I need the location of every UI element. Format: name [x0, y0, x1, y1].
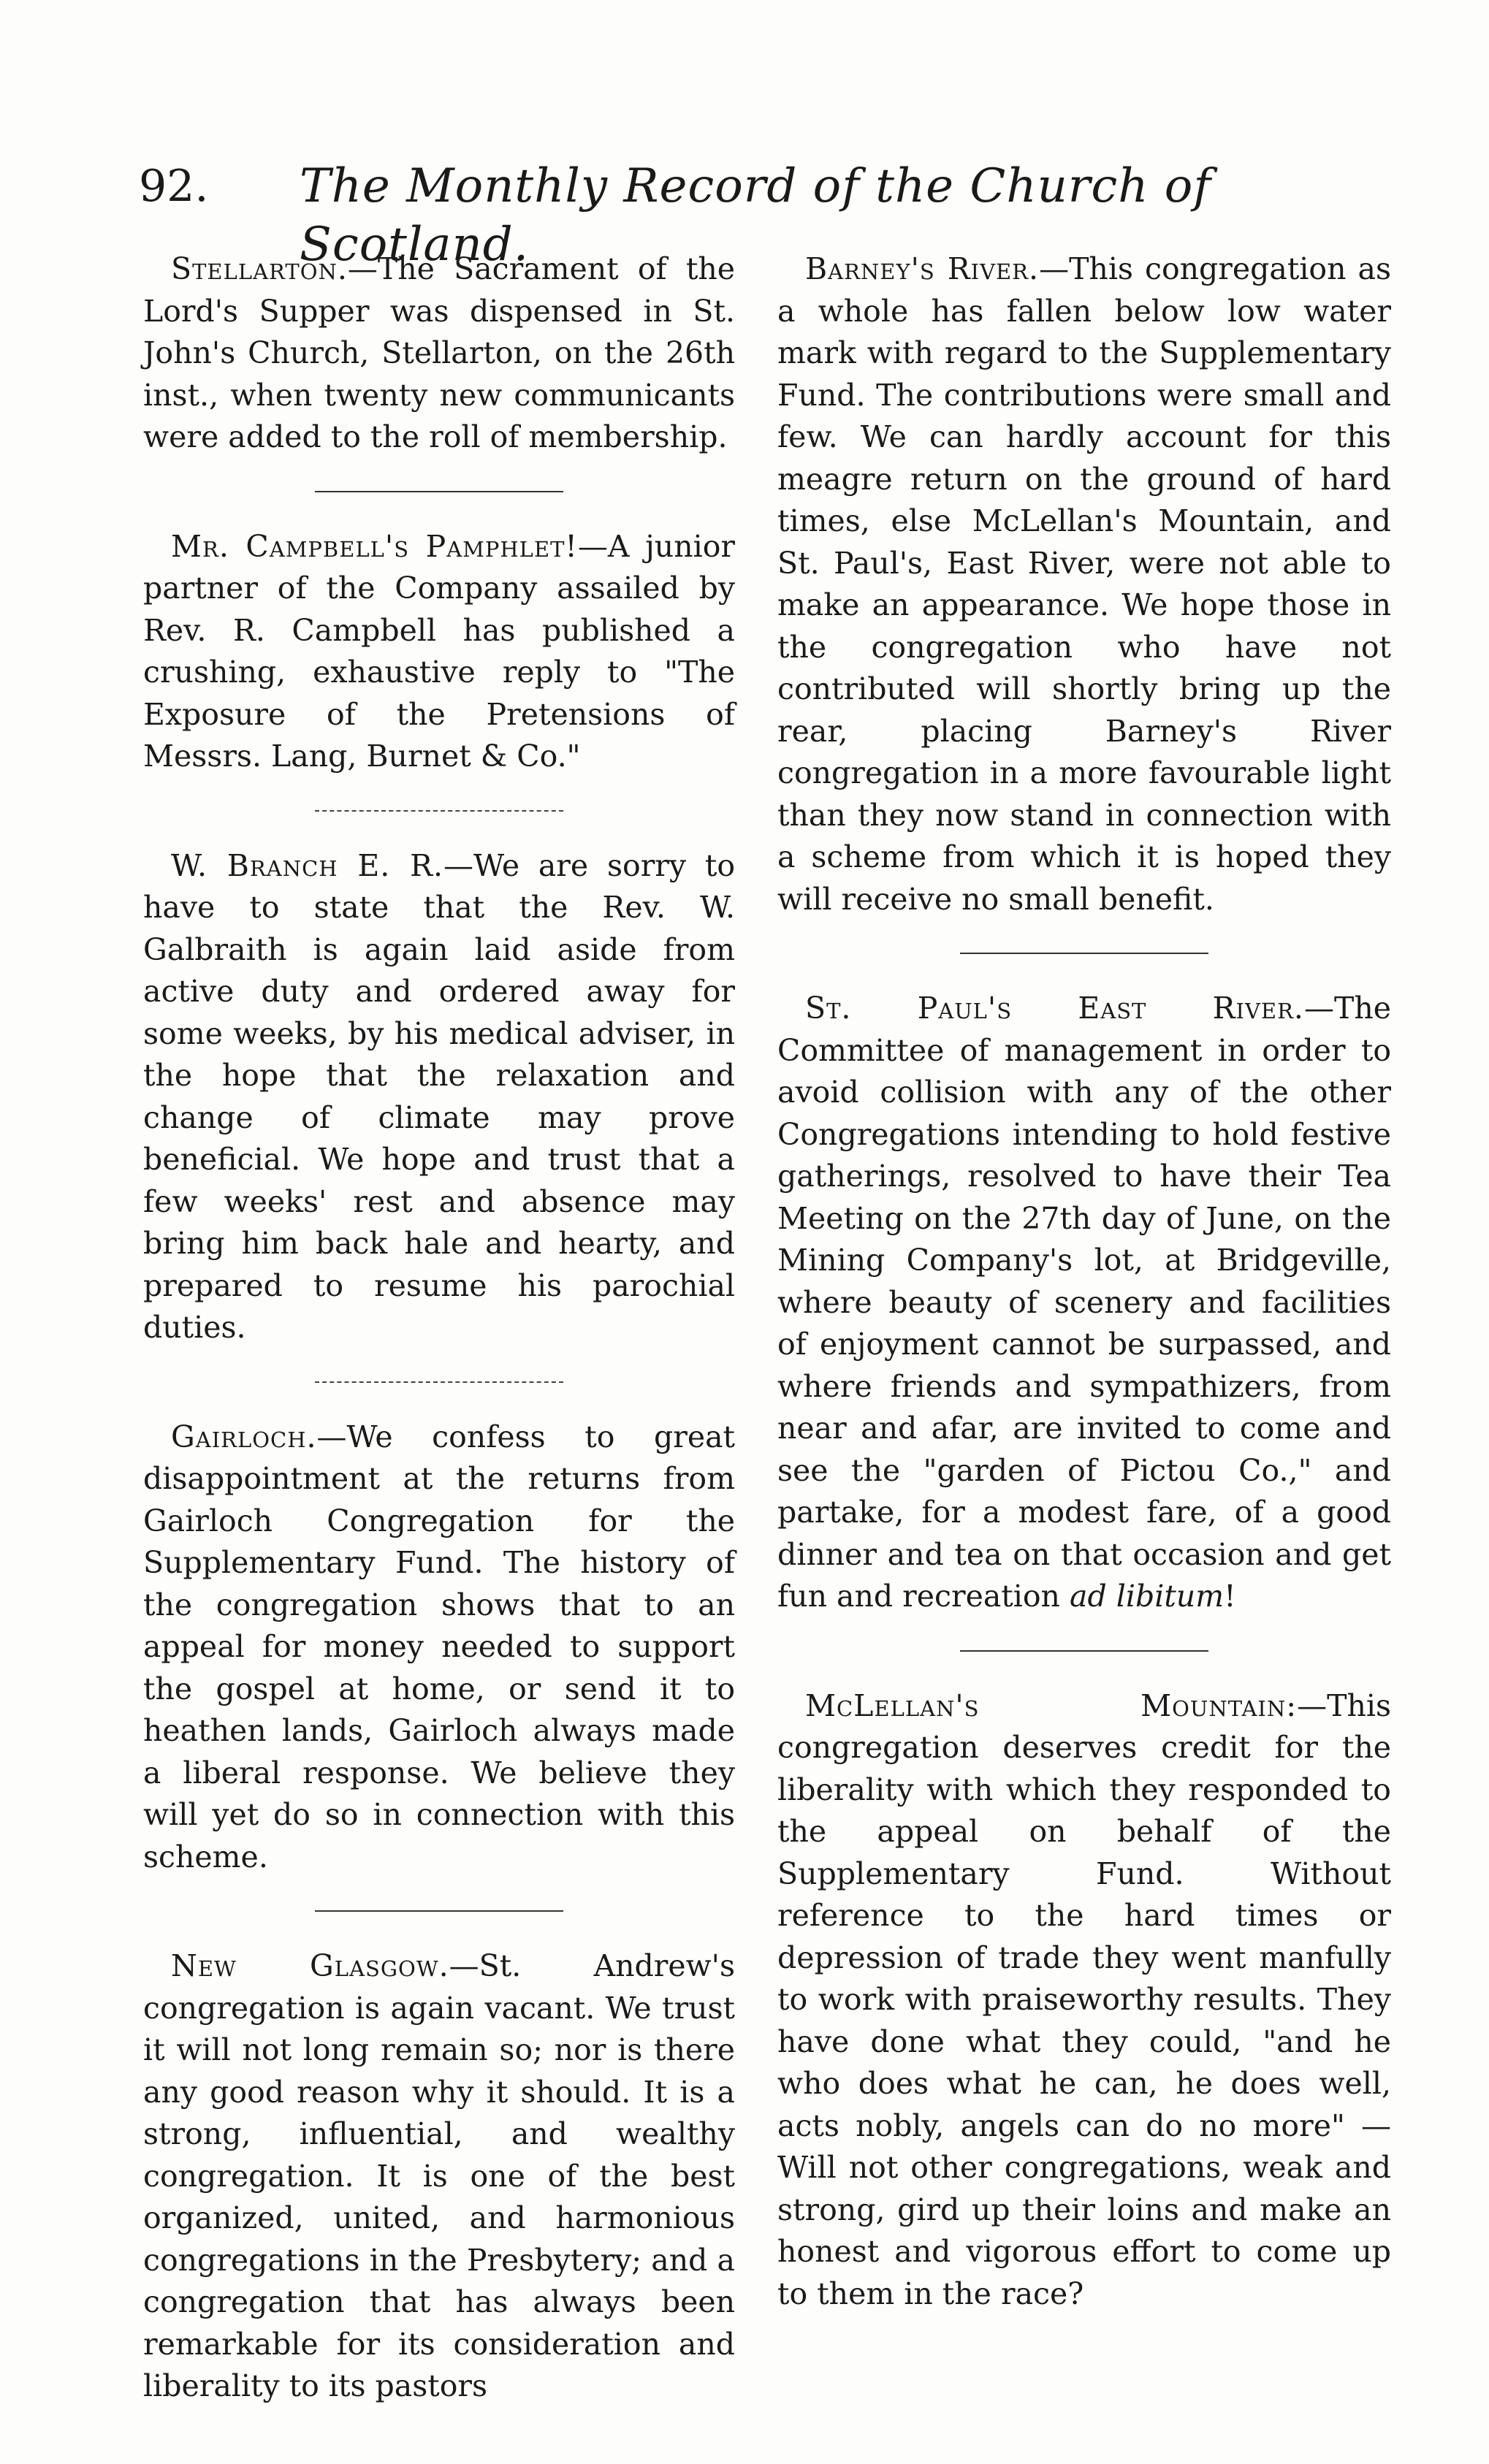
item-heading: Mr. Campbell's Pamphlet!: [171, 528, 578, 564]
news-item-barneys-river: [777, 248, 1391, 920]
item-italic-phrase: ad libitum: [1070, 1579, 1225, 1614]
item-text: —St. Andrew's congregation is again vacant. We trust it will not long remain so; nor is there any good reason why it should. It is a strong, influential, and wealthy congregation. It is one of the best organized, united, and harmonious congregations in the Presbytery; and a congregation that has always been remarkable for its consideration and liberality to its pastors: [143, 1948, 735, 2403]
section-divider: [315, 810, 563, 812]
news-item-mclellans-mountain: [777, 1685, 1391, 2316]
item-paragraph: [143, 845, 735, 1349]
item-paragraph: [143, 1416, 735, 1879]
section-divider: [960, 1650, 1208, 1652]
section-divider: [315, 1381, 563, 1383]
section-divider: [315, 1910, 563, 1912]
right-column: [777, 248, 1391, 2315]
item-heading: Barney's River.: [805, 251, 1040, 286]
item-text: —The Sacrament of the Lord's Supper was dispensed in St. John's Church, Stellarton, on the 26th inst., when twenty new communicants were added to the roll of membership.: [143, 251, 735, 454]
item-paragraph: [777, 988, 1391, 1618]
item-paragraph: [777, 248, 1391, 920]
item-heading: Stellarton.: [171, 251, 348, 286]
section-divider: [960, 953, 1208, 954]
item-text: —This congregation deserves credit for the liberality with which they responded to the appeal on behalf of the Supplementary Fund. Without reference to the hard times or depression of trade they went manfully to work with praiseworthy results. They have done what they could, "and he who does what he can, he does well, acts nobly, angels can do no more" — Will not other congregations, weak and strong, gird up their loins and make an honest and vigorous effort to come up to them in the race?: [777, 1687, 1391, 2311]
item-heading: St. Paul's East River.: [805, 991, 1304, 1026]
item-text: —The Committee of management in order to avoid collision with any of the other Congregations intending to hold festive gatherings, resolved to have their Tea Meeting on the 27th day of June, on the Mining Company's lot, at Bridgeville, where beauty of scenery and facilities of enjoyment cannot be surpassed, and where friends and sympathizers, from near and afar, are invited to come and see the "garden of Pictou Co.," and partake, for a modest fare, of a good dinner and tea on that occasion and get fun and recreation: [777, 991, 1391, 1614]
item-heading: W. Branch E. R.: [171, 847, 444, 883]
news-item-st-pauls-east-river: [777, 988, 1391, 1618]
news-item-new-glasgow: [143, 1945, 735, 2408]
item-end-punctuation: !: [1224, 1579, 1236, 1614]
item-text: —This congregation as a whole has fallen below low water mark with regard to the Supplementary Fund. The contributions were small and few. We can hardly account for this meagre return on the ground of hard times, else McLellan's Mountain, and St. Paul's, East River, were not able to make an appearance. We hope those in the congregation who have not contributed will shortly bring up the rear, placing Barney's River congregation in a more favourable light than they now stand in connection with a scheme from which it is hoped they will receive no small benefit.: [777, 251, 1392, 917]
news-item-campbell-pamphlet: [143, 526, 735, 778]
running-title: The Monthly Record of the Church of Scotland.: [300, 159, 1211, 272]
item-text: —We confess to great disappointment at the returns from Gairloch Congregation for the Supplementary Fund. The history of the congregation shows that to an appeal for money needed to support the gospel at home, or send it to heathen lands, Gairloch always made a liberal response. We believe they will yet do so in connection with this scheme.: [143, 1419, 735, 1874]
item-heading: McLellan's Mountain:: [805, 1687, 1298, 1723]
item-paragraph: [777, 1685, 1391, 2316]
news-item-stellarton: [143, 248, 735, 459]
section-divider: [315, 491, 563, 492]
news-item-w-branch: [143, 845, 735, 1349]
news-item-gairloch: [143, 1416, 735, 1879]
item-heading: New Glasgow.: [171, 1948, 449, 1983]
item-paragraph: [143, 526, 735, 778]
item-paragraph: [143, 248, 735, 459]
item-heading: Gairloch.: [171, 1419, 317, 1454]
item-text: —We are sorry to have to state that the Rev. W. Galbraith is again laid aside from active duty and ordered away for some weeks, by his medical adviser, in the hope that the relaxation and change of climate may prove beneficial. We hope and trust that a few weeks' rest and absence may bring him back hale and hearty, and prepared to resume his parochial duties.: [143, 847, 736, 1345]
left-column: [143, 248, 735, 2408]
item-paragraph: [143, 1945, 735, 2408]
page-number: 92.: [139, 161, 209, 212]
item-text: —A junior partner of the Company assailed by Rev. R. Campbell has published a crushing, exhaustive reply to "The Exposure of the Pretensions of Messrs. Lang, Burnet & Co.": [143, 528, 735, 774]
